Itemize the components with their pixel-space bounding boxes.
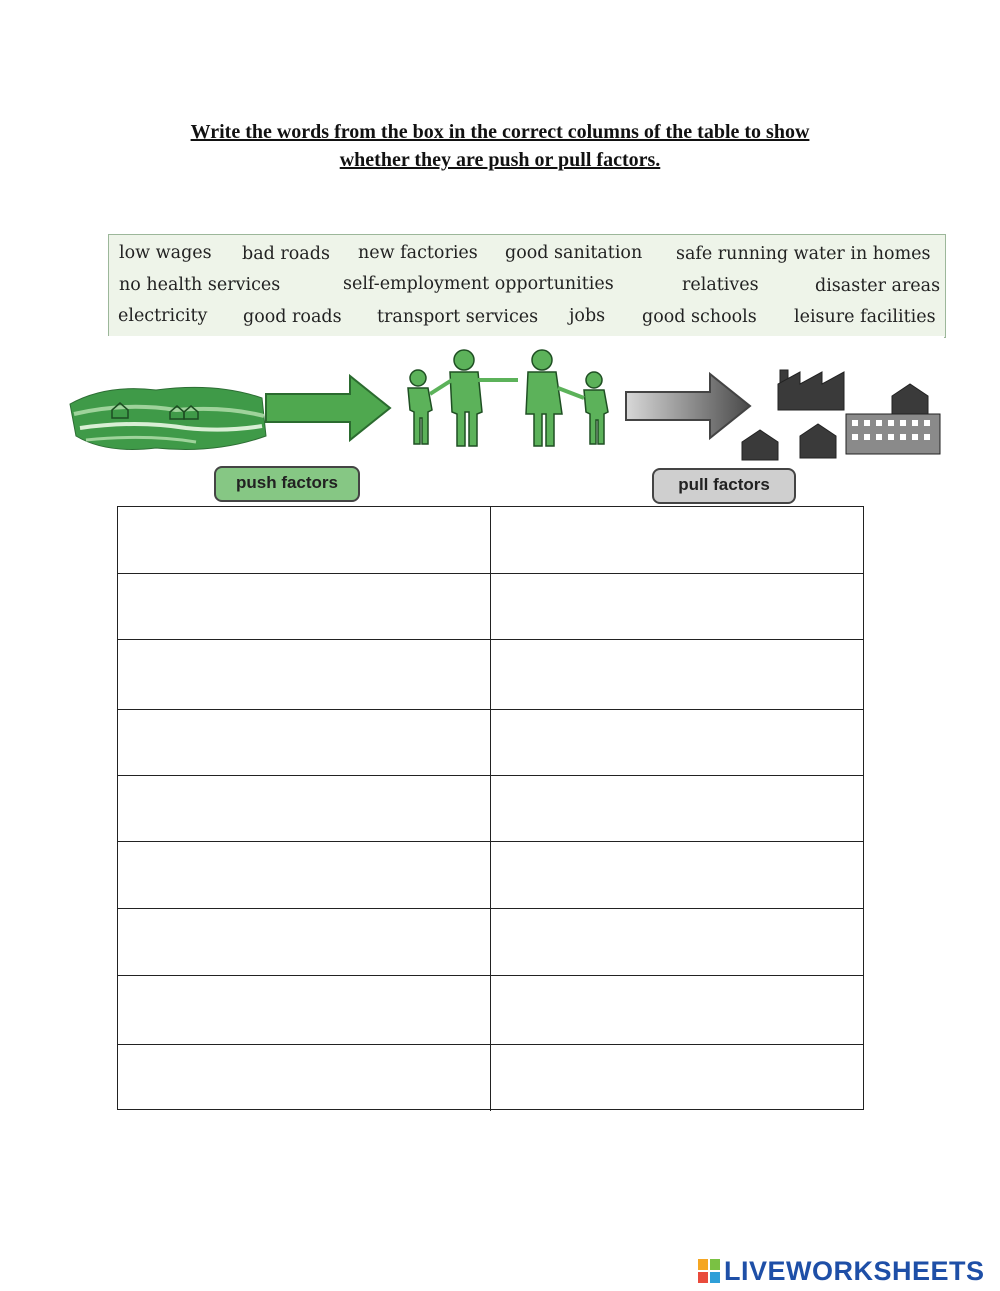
- push-answer-cell[interactable]: [118, 776, 491, 841]
- push-answer-cell[interactable]: [118, 1045, 491, 1111]
- push-arrow-icon: [266, 376, 390, 440]
- word-item: bad roads: [242, 244, 330, 264]
- push-answer-cell[interactable]: [118, 507, 491, 573]
- pull-answer-cell[interactable]: [491, 507, 863, 573]
- instruction-line-1: Write the words from the box in the correct columns of the table to show: [190, 121, 810, 143]
- word-item: safe running water in homes: [676, 244, 931, 264]
- table-row: [118, 573, 863, 639]
- word-item: no health services: [119, 275, 281, 295]
- pull-answer-cell[interactable]: [491, 909, 863, 975]
- pull-arrow-icon: [626, 374, 750, 438]
- word-item: jobs: [569, 306, 606, 326]
- table-row: [118, 507, 863, 573]
- pull-answer-cell[interactable]: [491, 574, 863, 639]
- word-item: self-employment opportunities: [343, 274, 614, 294]
- word-item: low wages: [119, 243, 212, 263]
- liveworksheets-logo: [698, 1256, 985, 1286]
- push-answer-cell[interactable]: [118, 710, 491, 775]
- word-item: electricity: [118, 306, 208, 326]
- table-row: [118, 775, 863, 841]
- word-box: [108, 234, 946, 338]
- answer-table: [117, 506, 864, 1110]
- table-row: [118, 709, 863, 775]
- pull-answer-cell[interactable]: [491, 710, 863, 775]
- pull-factors-label: pull factors: [652, 468, 796, 504]
- word-item: disaster areas: [815, 276, 941, 296]
- migration-illustration: [66, 336, 944, 512]
- town-icon: [742, 370, 940, 460]
- push-answer-cell[interactable]: [118, 842, 491, 908]
- push-answer-cell[interactable]: [118, 909, 491, 975]
- instruction-line-2: whether they are push or pull factors.: [339, 149, 661, 171]
- word-item: leisure facilities: [794, 307, 936, 327]
- word-item: transport services: [377, 307, 539, 327]
- table-row: [118, 639, 863, 709]
- pull-answer-cell[interactable]: [491, 1045, 863, 1111]
- pull-answer-cell[interactable]: [491, 976, 863, 1044]
- table-row: [118, 1044, 863, 1111]
- table-row: [118, 975, 863, 1044]
- push-answer-cell[interactable]: [118, 640, 491, 709]
- brand-name: LIVEWORKSHEETS: [724, 1255, 985, 1286]
- liveworksheets-logo-icon: [698, 1259, 720, 1283]
- word-item: relatives: [682, 275, 759, 295]
- table-row: [118, 908, 863, 975]
- push-factors-label: push factors: [214, 466, 360, 502]
- pull-answer-cell[interactable]: [491, 842, 863, 908]
- family-icon: [408, 350, 608, 446]
- word-item: good roads: [243, 307, 342, 327]
- instruction-title: [100, 118, 900, 174]
- push-answer-cell[interactable]: [118, 574, 491, 639]
- word-item: good schools: [642, 307, 757, 327]
- migration-scene: [66, 336, 944, 512]
- push-answer-cell[interactable]: [118, 976, 491, 1044]
- word-item: good sanitation: [505, 243, 643, 263]
- pull-answer-cell[interactable]: [491, 640, 863, 709]
- pull-answer-cell[interactable]: [491, 776, 863, 841]
- word-item: new factories: [358, 243, 478, 263]
- countryside-icon: [70, 387, 266, 449]
- table-row: [118, 841, 863, 908]
